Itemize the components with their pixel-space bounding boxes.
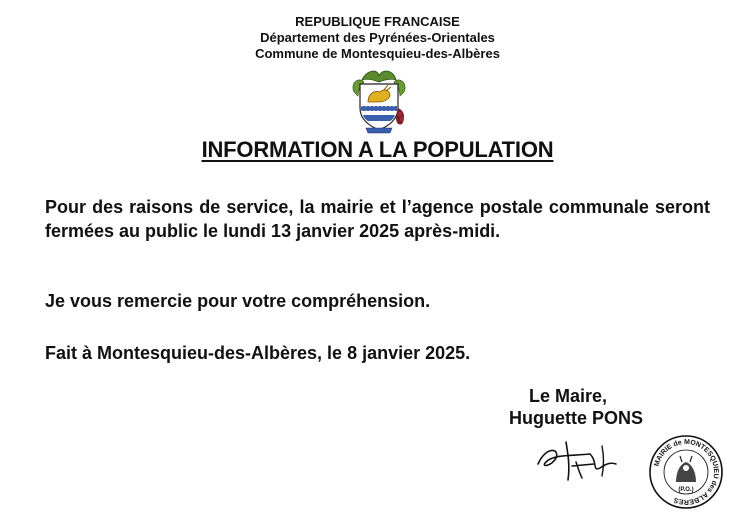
letterhead-commune: Commune de Montesquieu-des-Albères: [255, 46, 500, 61]
signatory-role: Le Maire,: [529, 386, 608, 406]
letterhead-republic: REPUBLIQUE FRANCAISE: [295, 14, 460, 29]
seal-dept: (P.O.): [678, 487, 694, 493]
commune-coat-of-arms-icon: [348, 68, 410, 136]
letterhead: [0, 14, 755, 62]
town-hall-seal-icon: [648, 434, 724, 510]
notice-paragraph-thanks: Je vous remercie pour votre compréhension.: [45, 291, 431, 311]
signatory-name: Huguette PONS: [509, 408, 644, 428]
seal-text: MAIRIE de MONTESQUIEU des ALBERES: [653, 438, 720, 506]
notice-paragraph-place-date: Fait à Montesquieu-des-Albères, le 8 janvier 2025.: [45, 343, 471, 363]
letterhead-department: Département des Pyrénées-Orientales: [260, 30, 495, 45]
signature-block: [509, 385, 643, 429]
notice-title: INFORMATION A LA POPULATION: [201, 137, 554, 162]
notice-paragraph-closure: Pour des raisons de service, la mairie et l’agence postale communale seront fermées au public le lundi 13 janvier 2025 après-midi.: [45, 197, 710, 241]
handwritten-signature-icon: [532, 436, 642, 484]
